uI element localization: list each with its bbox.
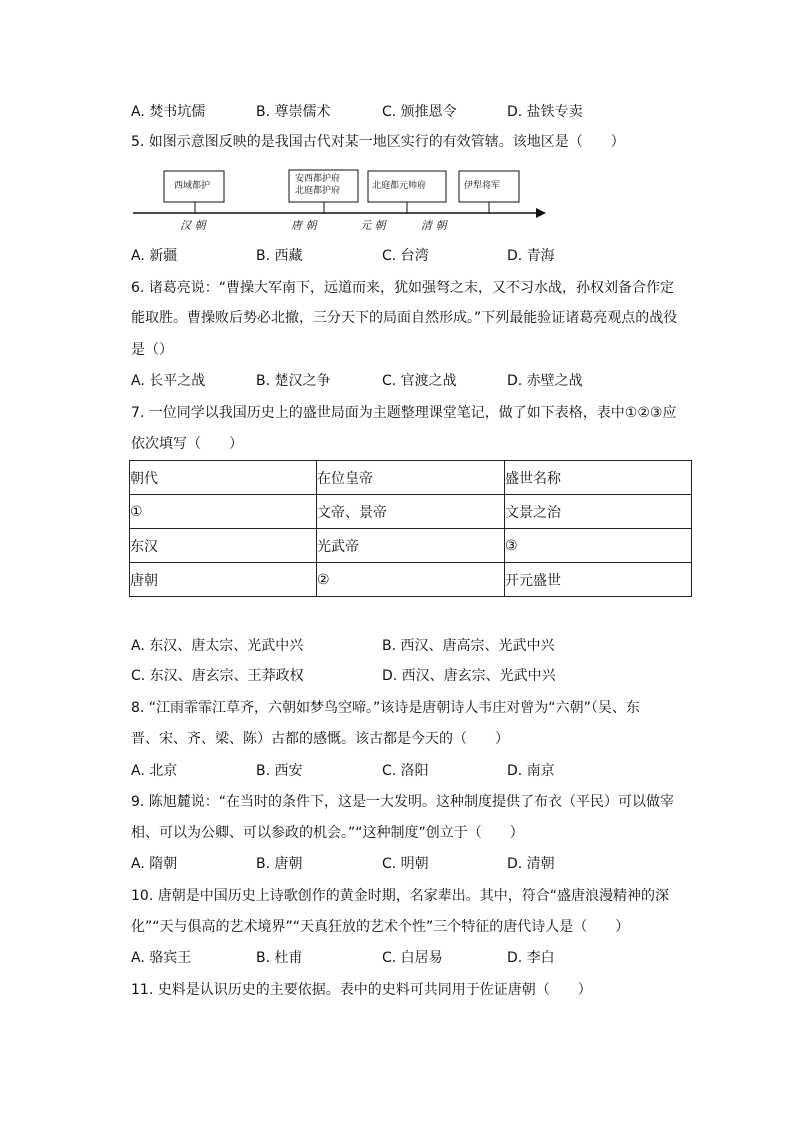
box-tang-text-1: 安西都护府 [295,174,341,184]
table-cell: 文帝、景帝 [317,495,505,529]
q9-line-1: 9. 陈旭麓说：“在当时的条件下，这是一大发明。这种制度提供了布衣（平民）可以做宰 [131,794,675,810]
q7-line-1: 7. 一位同学以我国历史上的盛世局面为主题整理课堂笔记，做了如下表格，表中①②③应 [131,405,677,421]
table-row [130,529,692,563]
box-qing-text: 伊犁将军 [464,181,501,191]
q8-option-a: A. 北京 [131,763,178,779]
table-cell: 光武帝 [317,529,505,563]
q4-option-b: B. 尊崇儒术 [256,104,331,120]
table-cell: 东汉 [130,529,317,563]
q7-option-c: C. 东汉、唐玄宗、王莽政权 [131,668,304,684]
label-tang: 唐 朝 [291,219,317,232]
q10-line-1: 10. 唐朝是中国历史上诗歌创作的黄金时期，名家辈出。其中，符合“盛唐浪漫精神的深 [131,888,669,904]
q6-option-c: C. 官渡之战 [382,373,457,389]
q8-option-b: B. 西安 [256,763,303,779]
q4-option-c: C. 颁推恩令 [382,104,457,120]
q9-option-c: C. 明朝 [382,856,429,872]
box-tang-text-2: 北庭都护府 [295,186,341,196]
q7-option-a: A. 东汉、唐太宗、光武中兴 [131,638,304,654]
table-row [130,495,692,529]
box-han-text: 西域都护 [174,181,211,191]
q10-option-a: A. 骆宾王 [131,950,192,966]
q5-option-a: A. 新疆 [131,248,178,264]
table-header-cell: 朝代 [130,461,317,495]
q11-stem: 11. 史料是认识历史的主要依据。表中的史料可共同用于佐证唐朝（ ） [131,982,592,998]
q6-line-2: 能取胜。曹操败后势必北撤，三分天下的局面自然形成。”下列最能验证诸葛亮观点的战役 [131,310,678,326]
q7-option-d: D. 西汉、唐玄宗、光武中兴 [382,668,556,684]
q8-option-d: D. 南京 [507,763,555,779]
table-cell: ③ [505,529,692,563]
table-header-row [130,461,692,495]
q10-option-b: B. 杜甫 [256,950,303,966]
q6-option-b: B. 楚汉之争 [256,373,331,389]
label-yuan: 元 朝 [360,219,386,232]
q5-option-c: C. 台湾 [382,248,429,264]
table-header-cell: 盛世名称 [505,461,692,495]
q10-line-2: 化”“天与俱高的艺术境界”“天真狂放的艺术个性”三个特征的唐代诗人是（ ） [131,919,630,935]
q8-option-c: C. 洛阳 [382,763,429,779]
box-yuan-text: 北庭都元帅府 [372,181,427,191]
q7-option-b: B. 西汉、唐高宗、光武中兴 [382,638,555,654]
table-cell: ① [130,495,317,529]
q6-option-a: A. 长平之战 [131,373,206,389]
q10-option-c: C. 白居易 [382,950,443,966]
table-cell: 文景之治 [505,495,692,529]
timeline-arrowhead [536,208,546,218]
table-cell: 开元盛世 [505,563,692,597]
q9-option-a: A. 隋朝 [131,856,178,872]
q6-option-d: D. 赤壁之战 [507,373,583,389]
q8-line-1: 8. “江雨霏霏江草齐，六朝如梦鸟空啼。”该诗是唐朝诗人韦庄对曾为“六朝”（吴、东 [131,700,640,716]
q6-line-3: 是（） [131,342,173,358]
q7-line-2: 依次填写（ ） [131,436,243,452]
q5-stem: 5. 如图示意图反映的是我国古代对某一地区实行的有效管辖。该地区是（ ） [131,134,625,150]
q9-option-b: B. 唐朝 [256,856,303,872]
q9-option-d: D. 清朝 [507,856,555,872]
table-cell: 唐朝 [130,563,317,597]
label-qing: 清 朝 [421,219,447,232]
q6-line-1: 6. 诸葛亮说：“曹操大军南下，远道而来，犹如强弩之末，又不习水战，孙权刘备合作定 [131,280,675,296]
q8-line-2: 晋、宋、齐、梁、陈）古都的感慨。该古都是今天的（ ） [131,731,509,747]
q7-table [129,460,692,597]
table-cell: ② [317,563,505,597]
q4-option-d: D. 盐铁专卖 [507,104,583,120]
q4-option-a: A. 焚书坑儒 [131,104,206,120]
q5-option-b: B. 西藏 [256,248,303,264]
table-row [130,563,692,597]
q9-line-2: 相、可以为公卿、可以参政的机会。”“这种制度”创立于（ ） [131,825,524,841]
table-header-cell: 在位皇帝 [317,461,505,495]
label-han: 汉 朝 [180,219,206,232]
q5-option-d: D. 青海 [507,248,555,264]
q10-option-d: D. 李白 [507,950,555,966]
